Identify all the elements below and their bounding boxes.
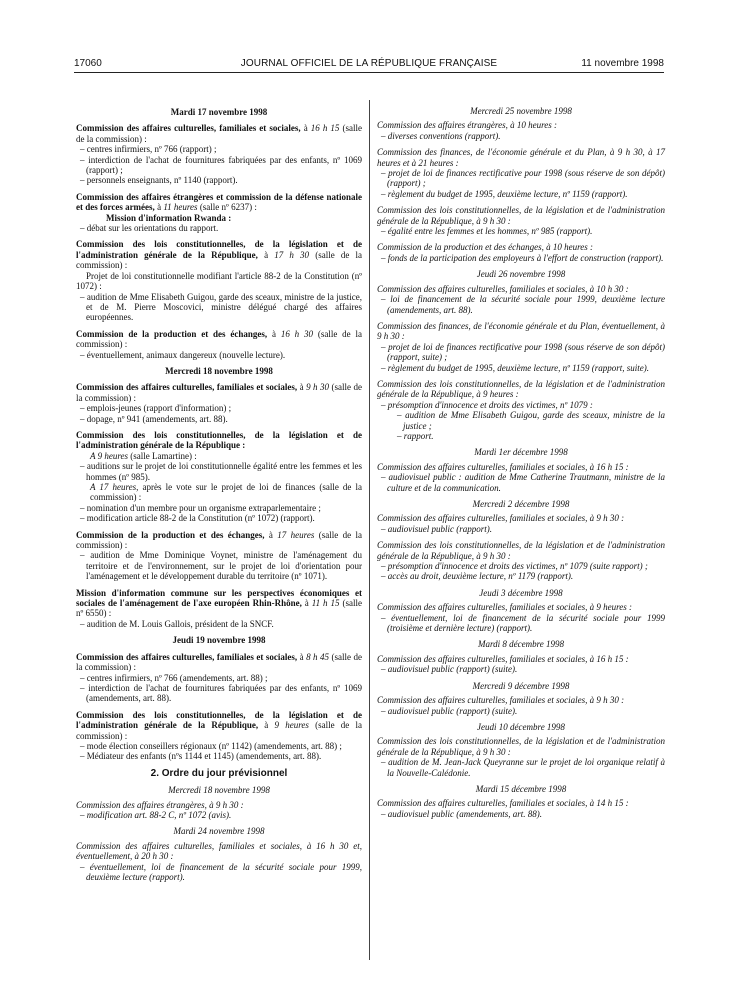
agenda-entry: [377, 654, 665, 675]
agenda-item: – projet de loi de finances rectificative pour 1998 (sous réserve de son dépôt) (rapport, suite) ;: [381, 341, 665, 363]
agenda-item: – loi de financement de la sécurité sociale pour 1999, deuxième lecture (amendements, art. 88).: [381, 294, 665, 315]
committee-line: Commission des affaires culturelles, familiales et sociales, à 9 h 30 :: [377, 513, 625, 524]
agenda-entry: [76, 800, 362, 821]
committee-name: Commission des lois constitutionnelles, de la législation et de l'administration générale de la République :: [76, 429, 362, 451]
mission-title: Mission d'information Rwanda :: [106, 212, 232, 223]
agenda-item: – audiovisuel public : audition de Mme Catherine Trautmann, ministre de la culture et de la communication.: [381, 472, 665, 493]
session-time: [76, 451, 362, 461]
agenda-entry: [377, 540, 665, 582]
agenda-entry: [377, 602, 665, 633]
entry-room: (salle de la commission) :: [76, 123, 362, 144]
entry-time: 11 h 15: [311, 598, 340, 609]
agenda-item: – règlement du budget de 1995, deuxième lecture, nº 1159 (rapport).: [381, 188, 628, 199]
agenda-item: – règlement du budget de 1995, deuxième lecture, nº 1159 (rapport, suite).: [381, 362, 649, 373]
agenda-entry: [76, 841, 362, 883]
committee-line: Commission des affaires étrangères, à 10 heures :: [377, 120, 557, 131]
committee-name: Commission des affaires culturelles, familiales et sociales,: [76, 123, 301, 134]
agenda-item: – présomption d'innocence et droits des victimes, nº 1079 :: [381, 399, 593, 410]
agenda-entry: [76, 329, 362, 360]
committee-line: Commission des lois constitutionnelles, de la législation et de l'administration générale de la République, à 9 h 30 :: [377, 540, 665, 561]
agenda-entry: [377, 379, 665, 441]
entry-text: à: [267, 328, 281, 339]
issue-date: 11 novembre 1998: [581, 58, 664, 69]
entry-text: à: [154, 202, 164, 213]
entry-room: (salle de la commission) :: [76, 529, 362, 551]
agenda-item: – fonds de la participation des employeurs à l'effort de construction (rapport).: [381, 252, 664, 263]
agenda-item: – éventuellement, loi de financement de la sécurité sociale pour 1999 (troisième et dernière lecture) (rapport).: [381, 612, 665, 634]
agenda-item: – projet de loi de finances rectificative pour 1998 (sous réserve de son dépôt) (rapport) ;: [381, 168, 665, 189]
committee-line: Commission des affaires culturelles, familiales et sociales, à 9 h 30 :: [377, 695, 625, 706]
agenda-entry: [377, 462, 665, 493]
committee-line: Commission de la production et des échanges, à 10 heures :: [377, 242, 594, 253]
agenda-entry: [76, 588, 362, 630]
entry-text: à: [297, 651, 307, 662]
agenda-entry: [377, 147, 665, 199]
day-heading: Mercredi 25 novembre 1998: [470, 106, 572, 116]
agenda-entry: [76, 192, 362, 234]
agenda-entry: [377, 205, 665, 236]
committee-name: Commission des affaires culturelles, familiales et sociales,: [76, 651, 298, 662]
day-heading: Mardi 15 décembre 1998: [475, 783, 567, 794]
agenda-entry: [377, 798, 665, 819]
day-heading: Mercredi 2 décembre 1998: [472, 499, 570, 509]
agenda-entry: [76, 239, 362, 322]
page-header: [74, 56, 664, 72]
agenda-item: – accès au droit, deuxième lecture, nº 1179 (rapport).: [381, 571, 574, 582]
entry-text: à: [258, 720, 275, 731]
agenda-item: – éventuellement, loi de financement de la sécurité sociale pour 1999, deuxième lecture (rapport).: [80, 861, 362, 882]
entry-time: A 17 heures,: [90, 482, 139, 492]
committee-line: Commission des finances, de l'économie générale et du Plan, éventuellement, à 9 h 30 :: [377, 320, 665, 342]
committee-line: Commission des lois constitutionnelles, de la législation et de l'administration générale de la République, à 9 h 30 :: [377, 736, 665, 757]
agenda-item: – centres infirmiers, nº 766 (rapport) ;: [80, 144, 217, 155]
agenda-item: – interdiction de l'achat de fournitures fabriquées par des enfants, nº 1069 (amendements, art. 88).: [80, 682, 362, 704]
header-rule: [74, 72, 664, 73]
journal-title: JOURNAL OFFICIEL DE LA RÉPUBLIQUE FRANÇAISE: [240, 58, 498, 69]
entry-text: à: [264, 529, 278, 540]
right-column: [377, 102, 665, 825]
agenda-item: – mode élection conseillers régionaux (nº 1142) (amendements, art. 88) ;: [80, 740, 342, 751]
agenda-item: – modification art. 88-2 C, nº 1072 (avis).: [80, 809, 232, 820]
agenda-item: – égalité entre les femmes et les hommes, nº 985 (rapport).: [381, 226, 593, 237]
day-heading: Mercredi 9 décembre 1998: [472, 680, 570, 691]
committee-line: Commission des affaires culturelles, familiales et sociales, à 16 h 15 :: [377, 461, 629, 472]
day-heading: Jeudi 3 décembre 1998: [479, 587, 563, 598]
committee-name: Commission des affaires étrangères et commission de la défense nationale et des forces armées,: [76, 191, 362, 213]
agenda-item: – Médiateur des enfants (nºs 1144 et 1145) (amendements, art. 88).: [80, 751, 322, 762]
entry-time: 8 h 45: [306, 651, 330, 662]
committee-line: Commission des affaires culturelles, familiales et sociales, à 16 h 15 :: [377, 653, 629, 664]
agenda-paragraph: Projet de loi constitutionnelle modifiant l'article 88-2 de la Constitution (nº 1072) :: [76, 270, 362, 292]
agenda-item: – audiovisuel public (amendements, art. 88).: [381, 808, 542, 819]
entry-time: A 9 heures: [90, 450, 128, 461]
agenda-entry: [377, 284, 665, 315]
entry-time: 16 h 30: [280, 328, 314, 339]
entry-text: à: [301, 598, 312, 609]
agenda-entry: [377, 513, 665, 534]
entry-time: 9 h 30: [306, 382, 330, 393]
agenda-item: – audition de Mme Elisabeth Guigou, garde des sceaux, ministre de la justice, et de M. Pierre Moscovici, ministre délégué chargé des affaires européennes.: [80, 291, 362, 323]
agenda-entry: [76, 430, 362, 524]
agenda-item: – centres infirmiers, nº 766 (amendements, art. 88) ;: [80, 672, 268, 683]
agenda-entry: [377, 695, 665, 716]
agenda-item: – présomption d'innocence et droits des victimes, nº 1079 (suite rapport) ;: [381, 561, 648, 572]
agenda-entry: [76, 530, 362, 582]
agenda-item: – diverses conventions (rapport).: [381, 130, 501, 141]
agenda-item: – audiovisuel public (rapport) (suite).: [381, 664, 518, 675]
day-heading: Mardi 8 décembre 1998: [477, 639, 565, 650]
agenda-item: – audition de M. Jean-Jack Queyranne sur le projet de loi organique relatif à la Nouvelle-Calédonie.: [381, 757, 665, 778]
page-number: 17060: [74, 58, 102, 69]
committee-line: Commission des affaires culturelles, familiales et sociales, à 9 heures :: [377, 602, 632, 613]
agenda-item: – interdiction de l'achat de fournitures fabriquées par des enfants, nº 1069 (rapport) ;: [80, 154, 362, 176]
day-heading: Mardi 17 novembre 1998: [170, 107, 268, 117]
agenda-item: – auditions sur le projet de loi constitutionnelle égalité entre les femmes et les hommes (nº 985).: [80, 461, 362, 482]
agenda-item: – audiovisuel public (rapport).: [381, 523, 492, 534]
agenda-entry: [377, 736, 665, 778]
committee-line: Commission des lois constitutionnelles, de la législation et de l'administration générale de la République, à 9 heures :: [377, 378, 665, 400]
day-heading: Jeudi 26 novembre 1998: [476, 269, 566, 280]
agenda-entry: [76, 710, 362, 762]
entry-room: après le vote sur le projet de loi de finances (salle de la commission) :: [90, 482, 363, 503]
entry-text: à: [257, 249, 275, 260]
agenda-entry: [377, 242, 665, 263]
day-heading: Jeudi 19 novembre 1998: [172, 635, 266, 646]
agenda-item: – éventuellement, animaux dangereux (nouvelle lecture).: [80, 349, 286, 360]
committee-line: Commission des finances, de l'économie générale et du Plan, à 9 h 30, à 17 heures et à 21 heures :: [377, 147, 665, 168]
entry-time: 11 heures: [163, 202, 198, 213]
committee-line: Commission des affaires culturelles, familiales et sociales, à 14 h 15 :: [377, 798, 629, 809]
agenda-entry: [76, 123, 362, 185]
committee-name: Commission de la production et des échanges,: [76, 328, 268, 339]
agenda-item: – nomination d'un membre pour un organisme extraparlementaire ;: [80, 502, 321, 513]
section-heading: 2. Ordre du jour prévisionnel: [150, 767, 288, 779]
day-heading: Jeudi 10 décembre 1998: [477, 721, 565, 732]
day-heading: Mercredi 18 novembre 1998: [165, 365, 273, 376]
agenda-item: – dopage, nº 941 (amendements, art. 88).: [80, 413, 228, 424]
committee-name: Mission d'information commune sur les perspectives économiques et sociales de l'aménagement de l'axe européen Rhin-Rhône,: [76, 587, 362, 609]
left-column: [76, 102, 362, 888]
session-time: [76, 482, 362, 503]
day-heading: Mardi 1er décembre 1998: [474, 447, 568, 458]
entry-time: 17 h 30: [274, 249, 310, 260]
agenda-entry: [377, 120, 665, 141]
entry-room: (salle de la commission) :: [76, 382, 363, 403]
committee-name: Commission des lois constitutionnelles, de la législation et de l'administration générale de la République,: [76, 709, 362, 731]
entry-room: (salle nº 6237) :: [197, 202, 257, 213]
agenda-item: – audition de M. Louis Gallois, président de la SNCF.: [80, 618, 274, 629]
entry-room: (salle de la commission) :: [76, 249, 363, 271]
agenda-item: – modification article 88-2 de la Constitution (nº 1072) (rapport).: [80, 513, 315, 524]
column-divider: [369, 100, 370, 960]
entry-text: à: [297, 382, 307, 393]
entry-room: (salle de la commission) :: [76, 651, 363, 673]
committee-line: Commission des lois constitutionnelles, de la législation et de l'administration générale de la République, à 9 h 30 :: [377, 205, 665, 226]
agenda-item: – audition de Mme Dominique Voynet, ministre de l'aménagement du territoire et de l'environnement, sur le projet de loi d'orientation pour l'aménagement et le développement durable du territoire (nº 1071).: [80, 550, 362, 582]
committee-name: Commission des affaires culturelles, familiales et sociales,: [76, 382, 298, 393]
entry-text: à: [300, 123, 311, 134]
committee-name: Commission de la production et des échanges,: [76, 529, 265, 540]
day-heading: Mercredi 18 novembre 1998: [168, 785, 270, 796]
entry-room: (salle de la commission) :: [76, 720, 362, 741]
agenda-entry: [76, 382, 362, 424]
agenda-entry: [377, 321, 665, 373]
entry-room: (salle nº 6550) :: [76, 598, 362, 619]
committee-line: Commission des affaires culturelles, familiales et sociales, à 10 h 30 :: [377, 283, 629, 294]
agenda-item: – débat sur les orientations du rapport.: [80, 223, 219, 234]
agenda-item: – emplois-jeunes (rapport d'information) ;: [80, 403, 232, 414]
day-heading: Mardi 24 novembre 1998: [173, 826, 265, 837]
agenda-entry: [76, 652, 362, 704]
entry-room: (salle de la commission) :: [76, 328, 363, 350]
agenda-subitem: – audition de Mme Elisabeth Guigou, garde des sceaux, ministre de la justice ;: [397, 410, 665, 431]
committee-line: Commission des affaires culturelles, familiales et sociales, à 16 h 30 et, éventuellement, à 20 h 30 :: [76, 840, 362, 862]
entry-room: (salle Lamartine) :: [128, 450, 197, 461]
entry-time: 17 heures: [277, 529, 315, 540]
committee-line: Commission des affaires étrangères, à 9 h 30 :: [76, 799, 244, 810]
committee-name: Commission des lois constitutionnelles, de la législation et de l'administration générale de la République,: [76, 239, 362, 260]
agenda-item: – audiovisuel public (rapport) (suite).: [381, 705, 518, 716]
entry-time: 9 heures: [274, 720, 309, 731]
agenda-item: – personnels enseignants, nº 1140 (rapport).: [80, 175, 238, 186]
agenda-subitem: – rapport.: [397, 430, 434, 441]
entry-time: 16 h 15: [310, 123, 340, 134]
